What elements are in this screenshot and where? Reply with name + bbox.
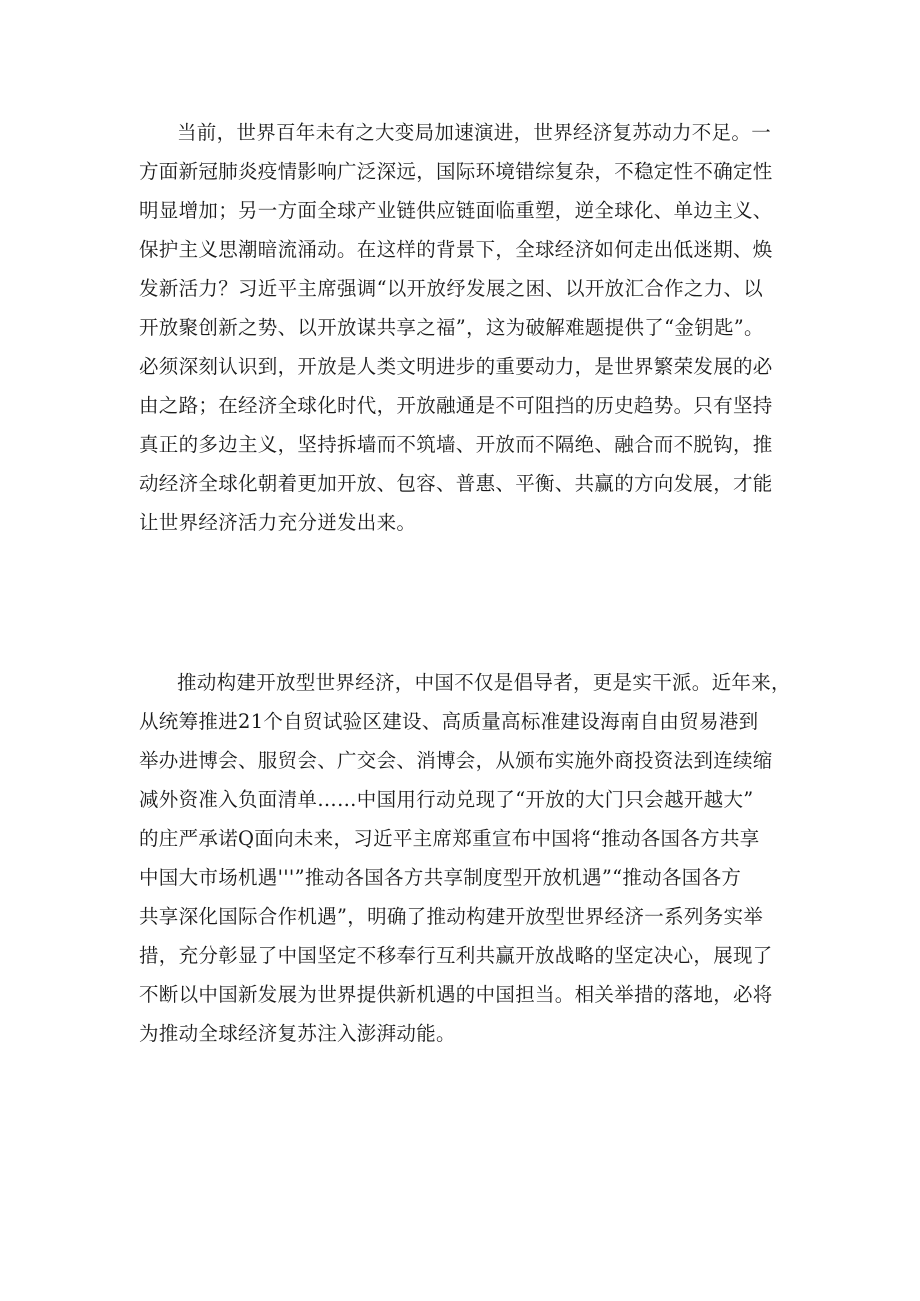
paragraph-line: 中国大市场机遇'''”推动各国各方共享制度型开放机遇”“推动各国各方 — [139, 866, 742, 889]
paragraph-line: 真正的多边主义，坚持拆墙而不筑墙、开放而不隔绝、融合而不脱钩，推 — [139, 433, 773, 456]
paragraph-line: 保护主义思潮暗流涌动。在这样的背景下，全球经济如何走出低迷期、焕 — [139, 238, 773, 261]
paragraph-line: 方面新冠肺炎疫情影响广泛深远，国际环境错综复杂，不稳定性不确定性 — [139, 160, 773, 183]
paragraph-line: 的庄严承诺Q面向未来，习近平主席郑重宣布中国将“推动各国各方共享 — [139, 827, 760, 850]
paragraph-line: 让世界经济活力充分迸发出来。 — [139, 511, 417, 534]
paragraph-line: 明显增加；另一方面全球产业链供应链面临重塑，逆全球化、单边主义、 — [139, 199, 773, 222]
paragraph-line: 不断以中国新发展为世界提供新机遇的中国担当。相关举措的落地，必将 — [139, 983, 773, 1006]
paragraph-line: 减外资准入负面清单……中国用行动兑现了“开放的大门只会越开越大” — [139, 788, 754, 811]
paragraph-line: 开放聚创新之势、以开放谋共享之福”，这为破解难题提供了“金钥匙”。 — [139, 316, 764, 339]
paragraph-line: 当前，世界百年未有之大变局加速演进，世界经济复苏动力不足。一 — [177, 121, 772, 144]
paragraph-line: 从统筹推进21个自贸试验区建设、高质量高标准建设海南自由贸易港到 — [139, 710, 759, 733]
paragraph-line: 措，充分彰显了中国坚定不移奉行互利共赢开放战略的坚定决心，展现了 — [139, 944, 773, 967]
paragraph-line: 动经济全球化朝着更加开放、包容、普惠、平衡、共赢的方向发展，才能 — [139, 472, 773, 495]
paragraph-line: 共享深化国际合作机遇”，明确了推动构建开放型世界经济一系列务实举 — [139, 905, 764, 928]
paragraph-line: 推动构建开放型世界经济，中国不仅是倡导者，更是实干派。近年来， — [177, 671, 791, 694]
paragraph-line: 发新活力？习近平主席强调“以开放纾发展之困、以开放汇合作之力、以 — [139, 277, 764, 300]
paragraph-line: 由之路；在经济全球化时代，开放融通是不可阻挡的历史趋势。只有坚持 — [139, 394, 773, 417]
paragraph-line: 必须深刻认识到，开放是人类文明进步的重要动力，是世界繁荣发展的必 — [139, 355, 773, 378]
paragraph-line: 为推动全球经济复苏注入澎湃动能。 — [139, 1022, 456, 1045]
paragraph-line: 举办进博会、服贸会、广交会、消博会，从颁布实施外商投资法到连续缩 — [139, 749, 773, 772]
